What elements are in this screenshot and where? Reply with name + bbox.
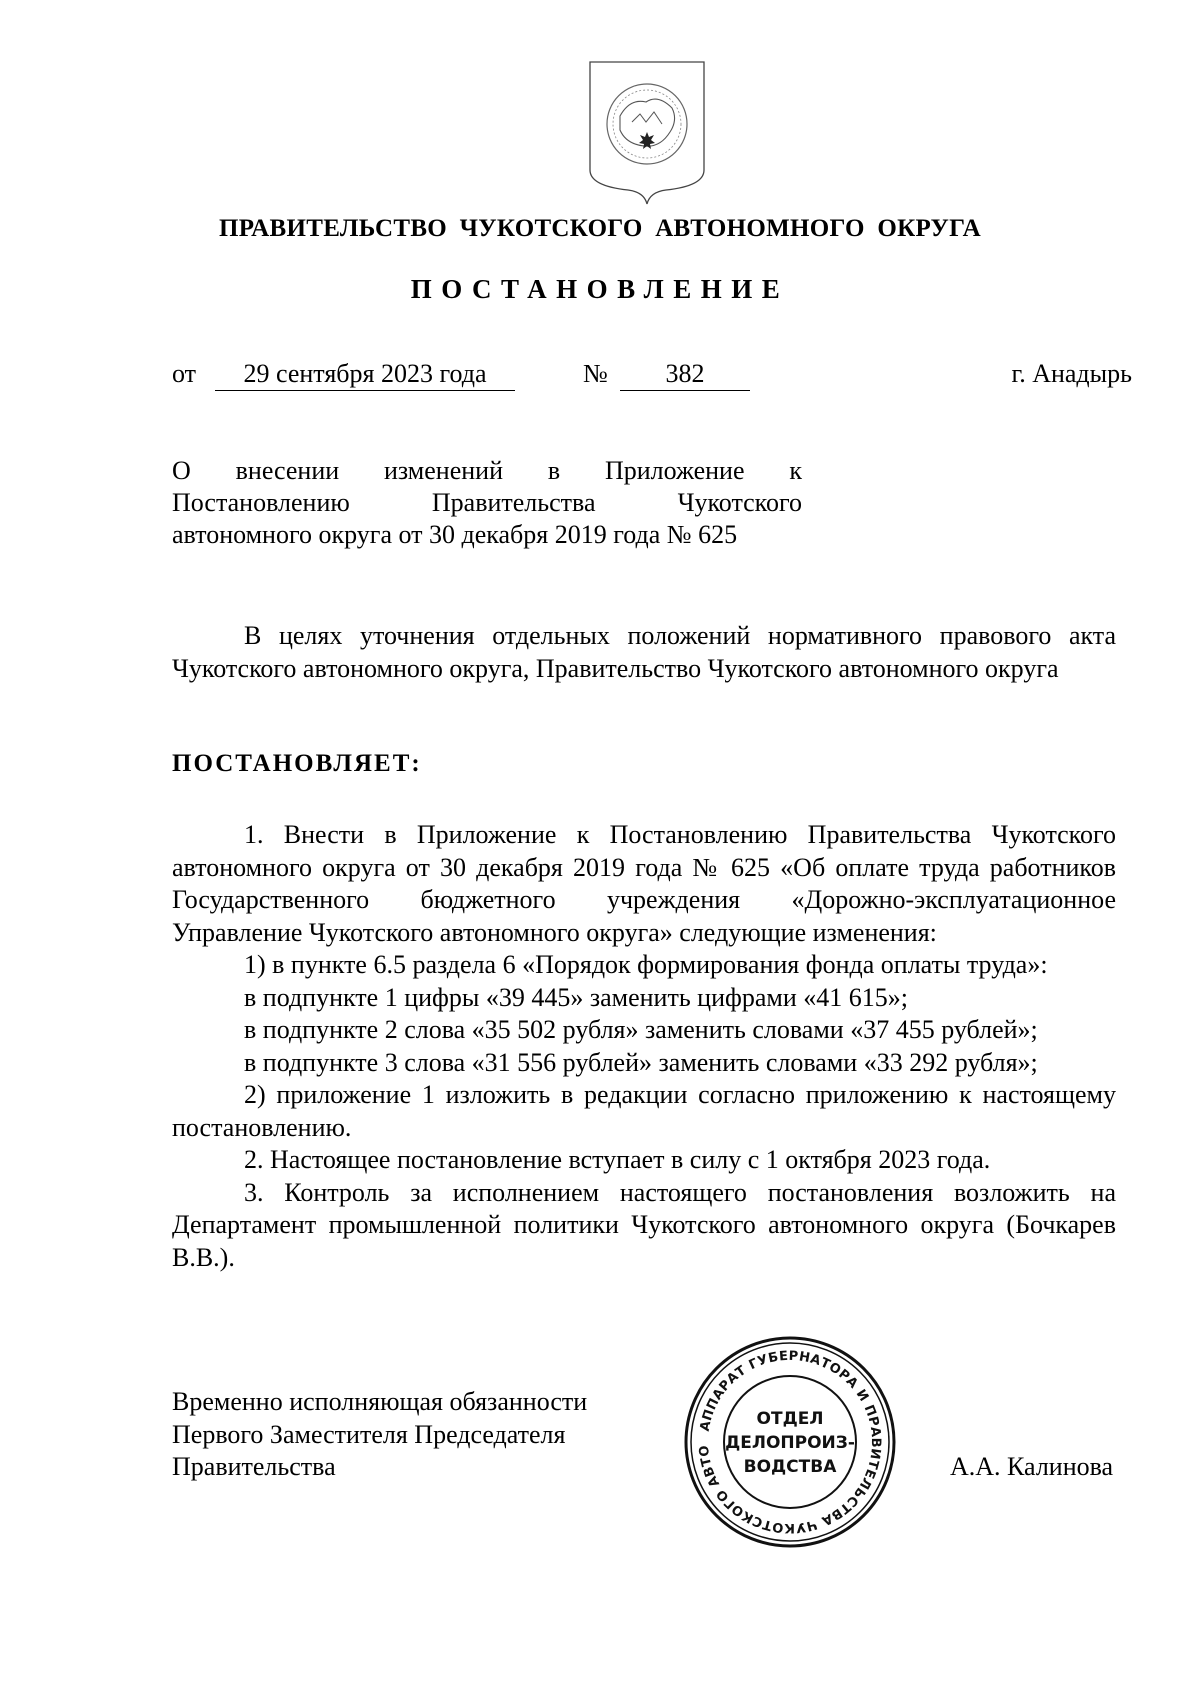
stamp-ring-text: АППАРАТ ГУБЕРНАТОРА И ПРАВИТЕЛЬСТВА ЧУКОТСКОГО АВТО xyxy=(696,1348,884,1536)
subitem-1b: в подпункте 2 слова «35 502 рубля» заменить словами «37 455 рублей»; xyxy=(244,1015,1038,1044)
stamp-center-line: ОТДЕЛ xyxy=(756,1409,824,1429)
preamble xyxy=(172,620,1116,685)
signer-name: А.А. Калинова xyxy=(950,1452,1114,1481)
subitem-1: 1) в пункте 6.5 раздела 6 «Порядок формирования фонда оплаты труда»: xyxy=(244,950,1048,979)
preamble-text: В целях уточнения отдельных положений нормативного правового акта Чукотского автономного округа, Правительство Чукотского автономного округа xyxy=(172,621,1116,683)
signer-title xyxy=(172,1386,587,1484)
stamp-center-line: ДЕЛОПРОИЗ- xyxy=(725,1433,855,1453)
stamp-center-line: ВОДСТВА xyxy=(743,1457,837,1477)
subitem-2: 2) приложение 1 изложить в редакции согласно приложению к настоящему постановлению. xyxy=(172,1080,1116,1142)
document-number: 382 xyxy=(620,358,750,391)
city: г. Анадырь xyxy=(1011,359,1132,388)
document-date: 29 сентября 2023 года xyxy=(215,358,515,391)
item-2: 2. Настоящее постановление вступает в силу с 1 октября 2023 года. xyxy=(244,1145,991,1174)
subitem-1a: в подпункте 1 цифры «39 445» заменить цифрами «41 615»; xyxy=(244,982,908,1012)
date-prefix: от xyxy=(172,359,197,388)
subject-line: Постановлению Правительства Чукотского xyxy=(172,488,802,517)
organization-name: ПРАВИТЕЛЬСТВО ЧУКОТСКОГО АВТОНОМНОГО ОКРУГА xyxy=(219,215,981,242)
item-3: 3. Контроль за исполнением настоящего постановления возложить на Департамент промышленной политики Чукотского автономного округа (Бочкарев В.В.). xyxy=(172,1177,1116,1272)
subject-line: автономного округа от 30 декабря 2019 года № 625 xyxy=(172,520,738,549)
subject-line: О внесении изменений в Приложение к xyxy=(172,456,802,485)
document-type-title: ПОСТАНОВЛЕНИЕ xyxy=(410,274,790,304)
signer-title-line: Правительства xyxy=(172,1452,336,1481)
coat-of-arms-icon xyxy=(586,58,708,208)
subitem-1c: в подпункте 3 слова «31 556 рублей» заменить словами «33 292 рубля»; xyxy=(244,1047,1038,1077)
resolves-heading: ПОСТАНОВЛЯЕТ: xyxy=(172,750,422,777)
signer-title-line: Первого Заместителя Председателя xyxy=(172,1419,566,1449)
signer-title-line: Временно исполняющая обязанности xyxy=(172,1387,588,1416)
official-stamp xyxy=(680,1332,900,1552)
operative-part xyxy=(172,819,1116,1274)
number-prefix: № xyxy=(583,359,608,388)
document-subject xyxy=(172,455,802,551)
item-1: 1. Внести в Приложение к Постановлению Правительства Чукотского автономного округа от 30 декабря 2019 года № 625 «Об оплате труда работников Государственного бюджетного учреждения «Дорожно-эксплуатационное Управление Чукотского автономного округа» следующие изменения: xyxy=(172,820,1116,947)
